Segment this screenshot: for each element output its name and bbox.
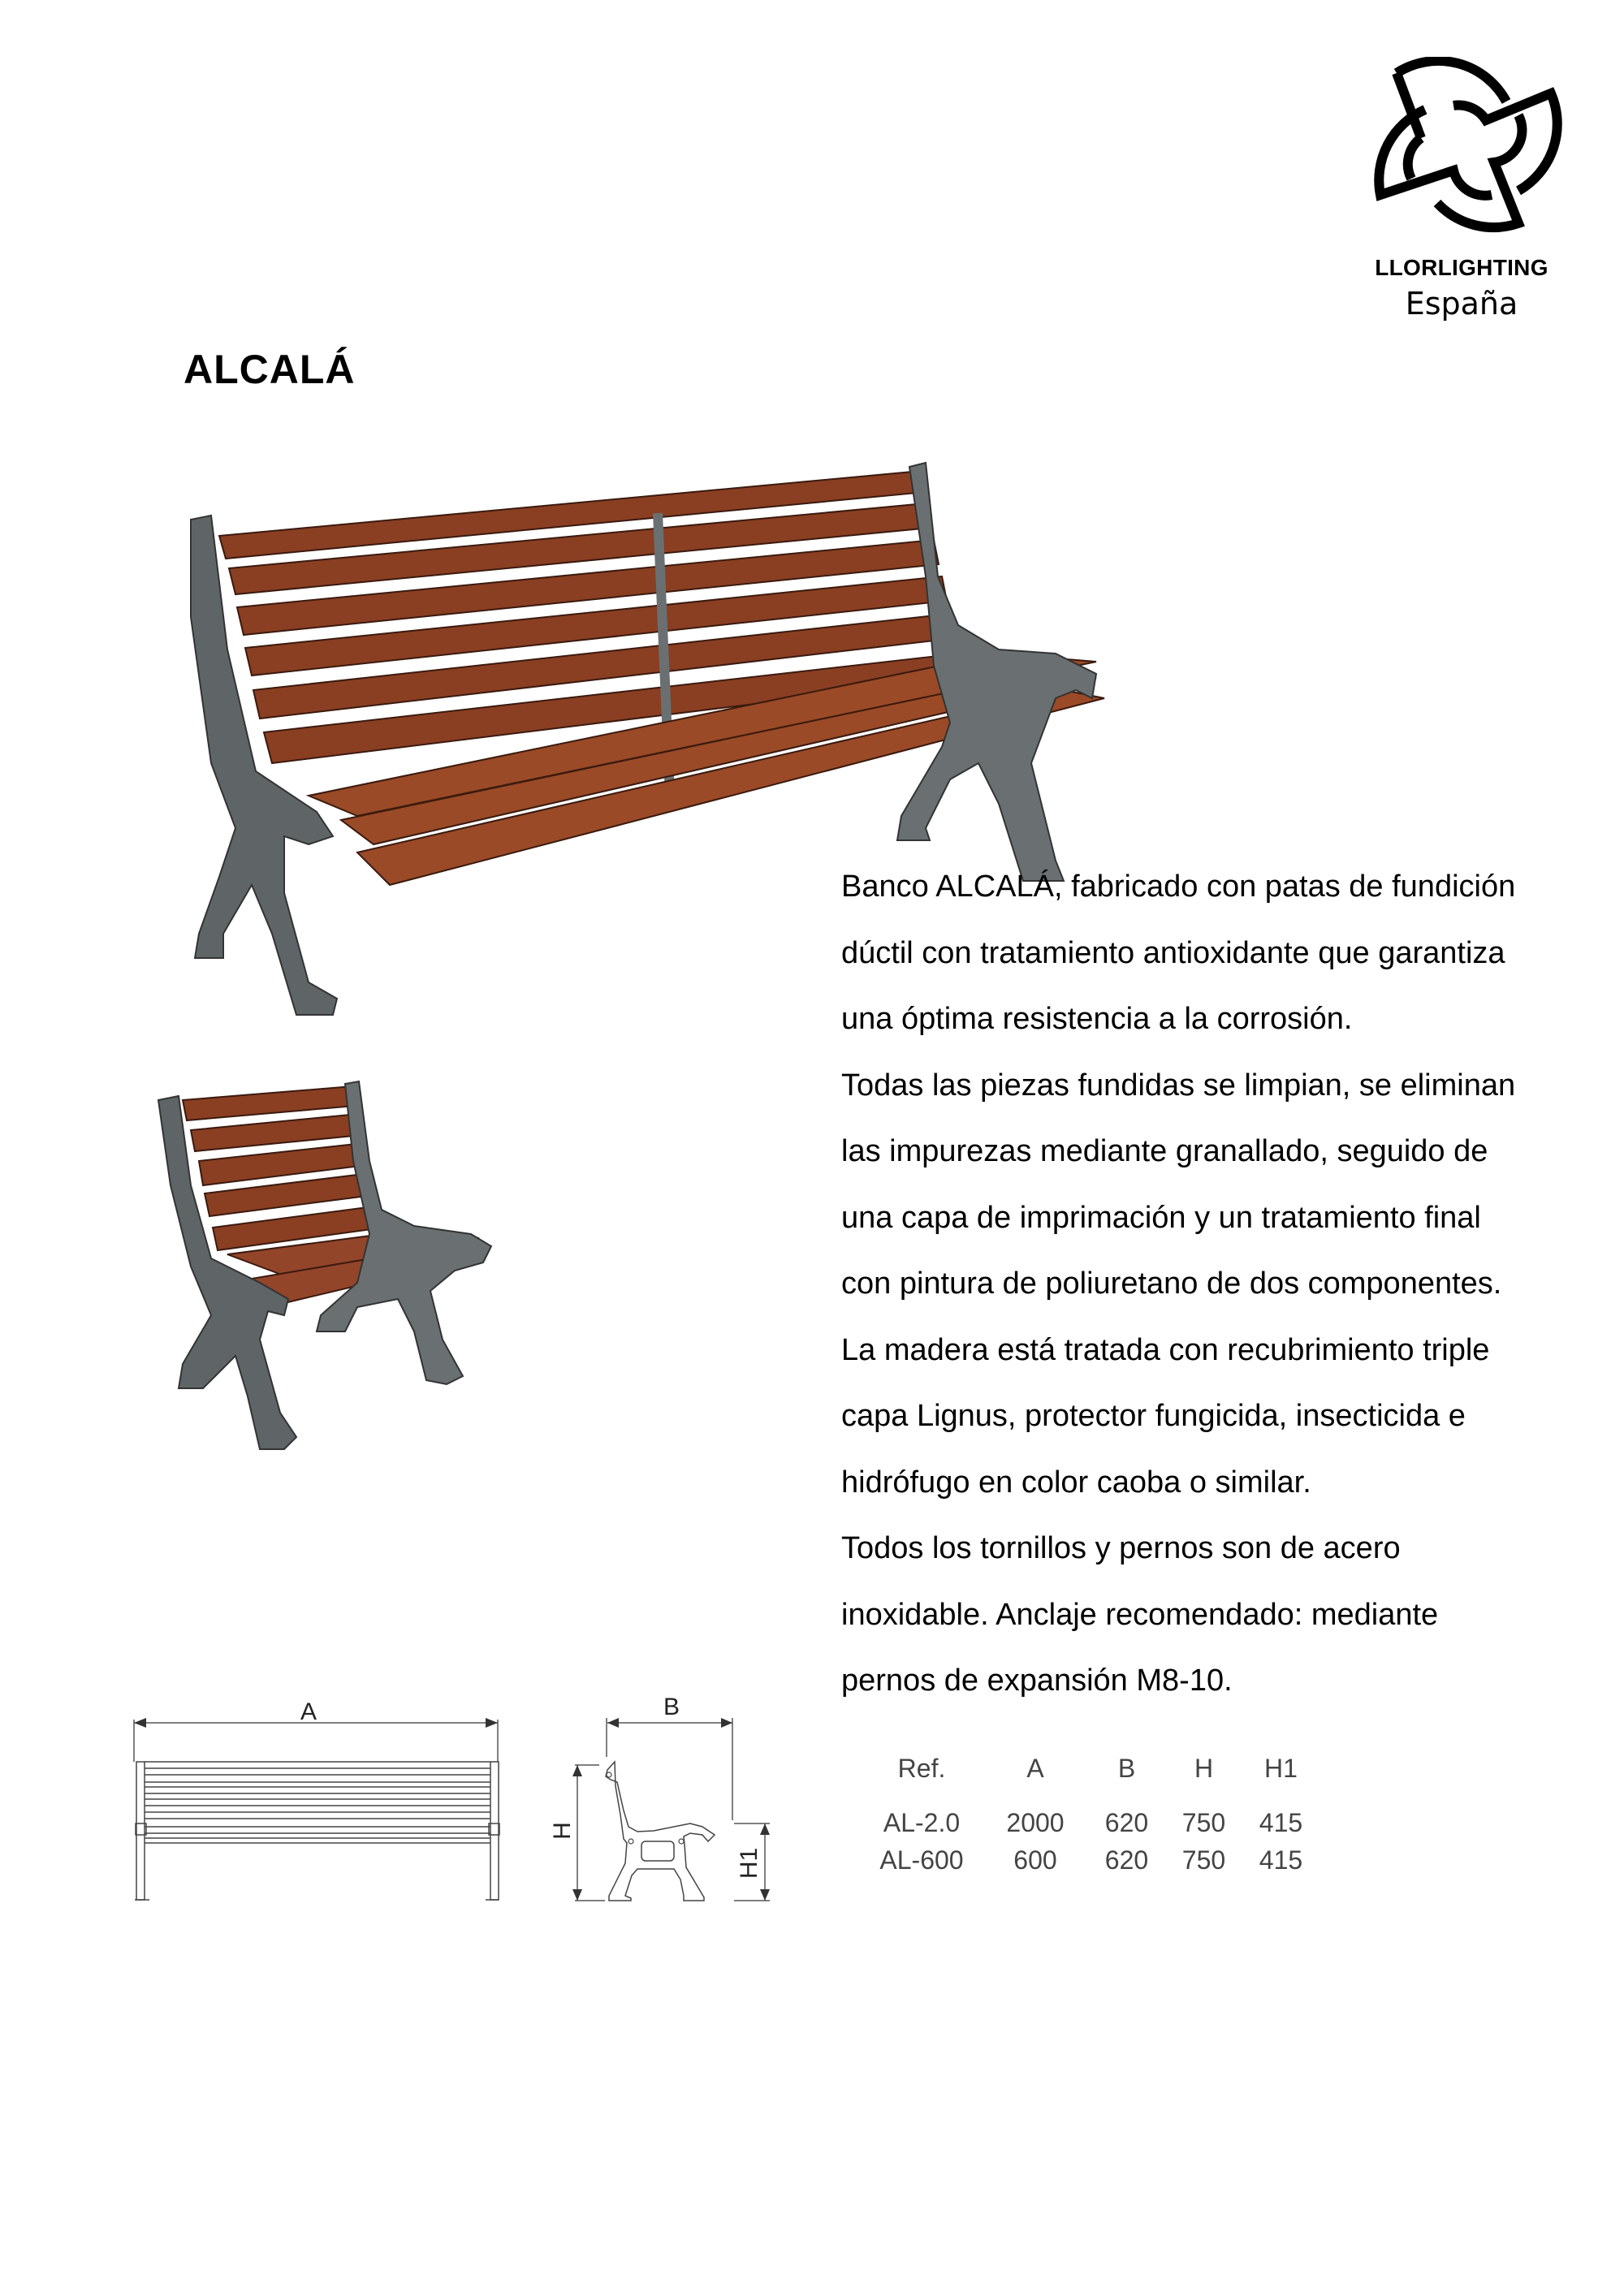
arrow-up-icon (572, 1765, 582, 1776)
cell-ref: AL-2.0 (883, 1807, 961, 1837)
dimension-h-label: H (549, 1822, 576, 1840)
brand-logo (1356, 57, 1567, 333)
table-header-row (861, 1754, 1320, 1804)
bolt-icon (607, 1772, 611, 1777)
description-line: capa Lignus, protector fungicida, insecticida e (841, 1399, 1466, 1433)
description-line: Todas las piezas fundidas se limpian, se eliminan (841, 1068, 1516, 1103)
description-line: las impurezas mediante granallado, seguido de (841, 1134, 1488, 1168)
arrow-up-icon (760, 1823, 770, 1835)
product-title: ALCALÁ (184, 347, 356, 392)
table-row (861, 1841, 1320, 1879)
column-header-b: B (1117, 1754, 1136, 1783)
bolt-icon (628, 1839, 633, 1844)
dimensions-table (861, 1754, 1320, 1879)
description-line: La madera está tratada con recubrimiento triple (841, 1332, 1490, 1367)
cell-a: 2000 (1006, 1807, 1065, 1837)
brand-country: España (1405, 286, 1518, 322)
slat (183, 1086, 356, 1120)
cell-b: 620 (1104, 1807, 1149, 1837)
description-line: una capa de imprimación y un tratamiento final (841, 1200, 1481, 1235)
description-line: Todos los tornillos y pernos son de acero (841, 1531, 1401, 1565)
dimension-h1-label: H1 (736, 1847, 762, 1880)
description-line: dúctil con tratamiento antioxidante que garantiza (841, 935, 1505, 970)
cell-a: 600 (1013, 1845, 1057, 1875)
cell-h: 750 (1181, 1807, 1226, 1837)
arrow-down-icon (760, 1889, 770, 1901)
column-header-h1: H1 (1264, 1754, 1298, 1783)
side-panel-cutout (641, 1841, 674, 1861)
arrow-left-icon (607, 1718, 619, 1728)
dimension-b-label: B (663, 1694, 680, 1720)
cell-ref: AL-600 (879, 1845, 964, 1875)
bench-front-outline (135, 1762, 499, 1900)
single-seat-illustration (146, 1072, 503, 1478)
arrow-left-icon (134, 1718, 146, 1728)
column-header-a: A (1026, 1754, 1044, 1783)
bolt-icon (679, 1839, 684, 1844)
brand-name: LLORLIGHTING (1375, 255, 1548, 280)
cell-h1: 415 (1259, 1845, 1303, 1875)
front-view-drawing (122, 1697, 512, 1932)
description-line: pernos de expansión M8-10. (841, 1664, 1233, 1698)
description-line: inoxidable. Anclaje recomendado: mediante (841, 1597, 1439, 1632)
cell-b: 620 (1104, 1845, 1149, 1875)
description-line: una óptima resistencia a la corrosión. (841, 1002, 1353, 1036)
arrow-right-icon (721, 1718, 732, 1728)
side-view-drawing (549, 1694, 796, 1932)
description-line: con pintura de poliuretano de dos componentes. (841, 1267, 1502, 1301)
table-row (861, 1804, 1320, 1841)
arrow-down-icon (572, 1889, 582, 1901)
column-header-ref: Ref. (897, 1754, 946, 1783)
column-header-h: H (1194, 1754, 1214, 1783)
front-view-svg (122, 1697, 512, 1932)
cell-h: 750 (1181, 1845, 1226, 1875)
description-line: Banco ALCALÁ, fabricado con patas de fundición (841, 870, 1516, 904)
bench-side-profile (606, 1762, 715, 1901)
pinwheel-logo-icon (1372, 57, 1567, 244)
side-view-svg (549, 1694, 796, 1932)
dimension-a-line (134, 1720, 498, 1762)
dimension-a-label: A (300, 1698, 317, 1725)
arrow-right-icon (486, 1718, 498, 1728)
single-seat-photo (146, 1072, 503, 1478)
cell-h1: 415 (1259, 1807, 1303, 1837)
description-line: hidrófugo en color caoba o similar. (841, 1465, 1311, 1500)
product-description (841, 854, 1605, 1715)
